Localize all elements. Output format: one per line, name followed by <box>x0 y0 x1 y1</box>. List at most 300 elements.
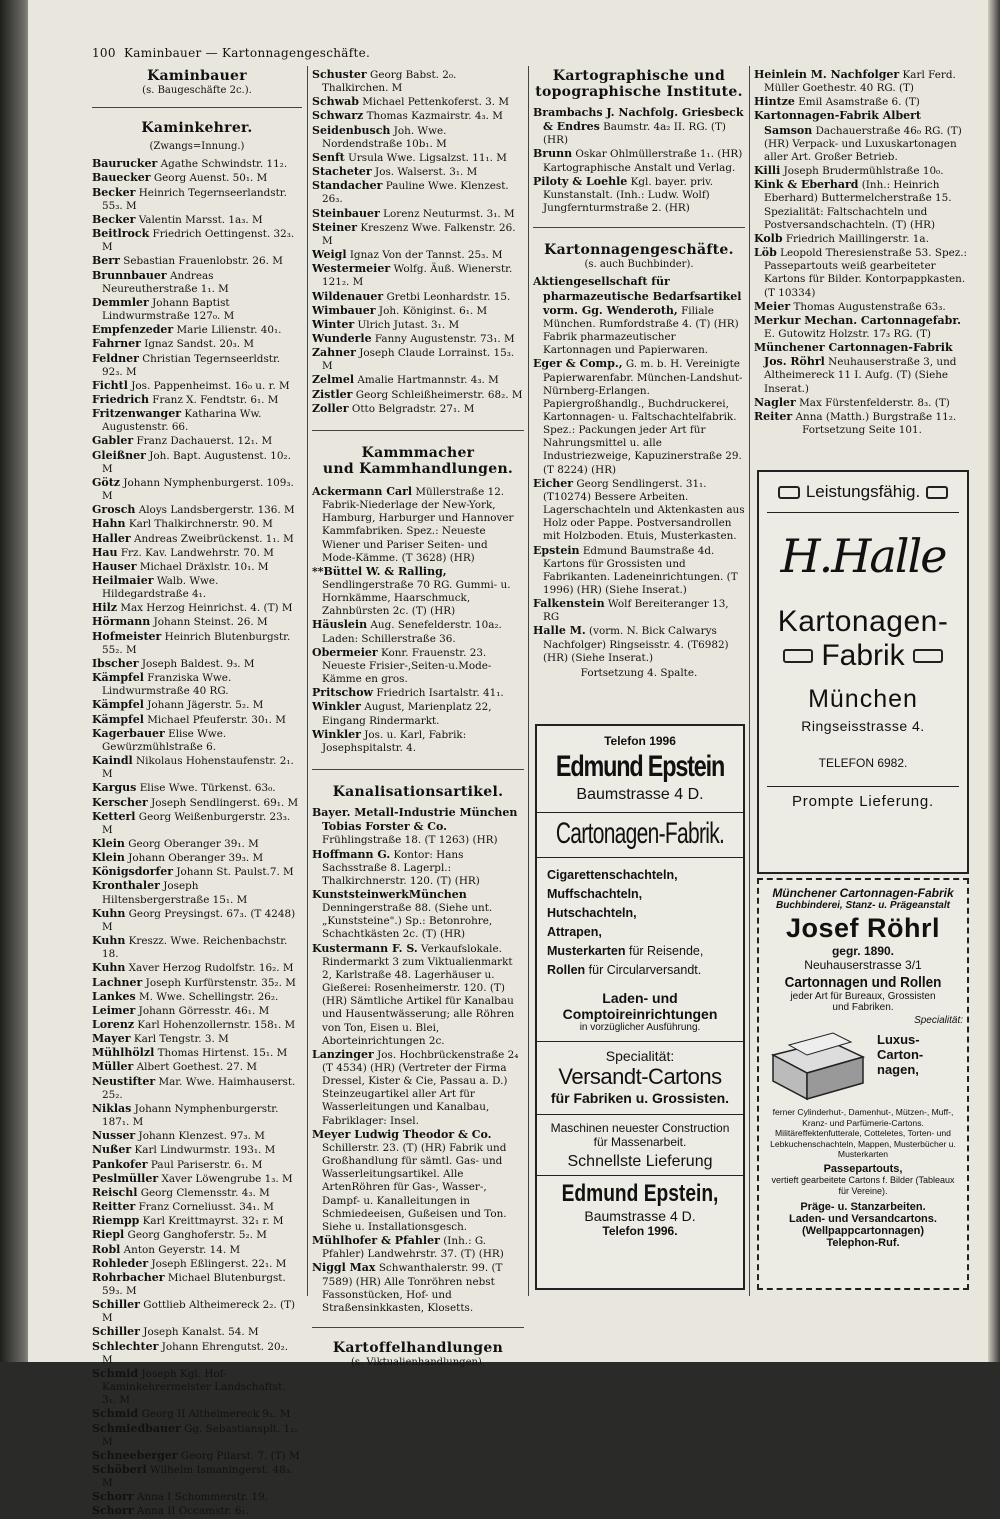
directory-entry <box>533 175 745 215</box>
entry-details: Jos. Walserst. 3₁. M <box>375 166 478 179</box>
entry-details: (vorm. N. Bick Calwarys Nachfolger) Ringseisstr. 4. (T6982) (HR) (Siehe Inserat.) <box>543 625 729 664</box>
ad-wellpapp: (Wellpappcartonnagen) <box>801 1224 925 1237</box>
ad-passepartouts-desc: vertieft gearbeitete Cartons f. Bilder (Tableaux für Vereine). <box>771 1174 955 1196</box>
entry-details: Joseph Kgl. Hof-Kaminkehrermeister Landschaftst. 3₁. M <box>102 1367 286 1407</box>
entry-name: Becker <box>92 212 136 226</box>
directory-entry <box>312 646 524 686</box>
entry-details: Johann Nymphenburgerst. 109₃. M <box>102 476 294 503</box>
entry-details: Georg Weißenburgerstr. 23₃. M <box>102 810 291 836</box>
directory-entry <box>92 171 302 185</box>
directory-entry <box>92 1422 302 1449</box>
directory-entry <box>312 109 524 123</box>
entry-name: Fritzenwanger <box>92 407 181 421</box>
directory-entry <box>533 597 745 624</box>
ad-company-name-2: Edmund Epstein, <box>561 1180 719 1207</box>
directory-entry <box>92 1271 302 1298</box>
ad-telephon: Telephon-Ruf. <box>826 1236 900 1249</box>
entry-details: Karl Kreittmayrst. 32₁ r. M <box>142 1215 284 1228</box>
entry-details: Georg Preysingst. 67₃. (T 4248) M <box>102 907 296 933</box>
running-head <box>92 46 370 60</box>
directory-entry <box>92 713 302 727</box>
entry-name: Löb <box>754 246 777 260</box>
section-heading-kammhandlungen: und Kammhandlungen. <box>322 460 514 477</box>
entry-details: Franz Corneliusst. 34₁. M <box>138 1201 274 1214</box>
directory-entry <box>92 546 302 560</box>
directory-entry <box>312 221 524 248</box>
directory-entry <box>312 179 524 206</box>
ad-address-2: Baumstrasse 4 D. <box>584 1208 696 1224</box>
directory-entry <box>92 1158 302 1172</box>
entry-name: Niggl Max <box>312 1261 376 1275</box>
directory-entry <box>92 601 302 615</box>
entry-name: Lankes <box>92 989 136 1003</box>
entry-name: Heilmaier <box>92 574 154 587</box>
entry-name: Klein <box>92 851 125 865</box>
directory-entry <box>533 106 745 147</box>
entry-details: Anna I Schommerstr. 19. <box>136 1491 268 1504</box>
entry-details: Anna II Occamstr. 6₁. <box>136 1505 250 1518</box>
entry-name: Kämpfel <box>92 698 144 712</box>
ad-spec-label: Specialität: <box>605 1048 675 1064</box>
entry-details: Karl Thalkirchnerstr. 90. M <box>128 518 273 531</box>
ad-product-item: Attrapen, <box>547 925 602 939</box>
directory-entry <box>754 410 970 424</box>
entry-name: Götz <box>92 475 121 489</box>
ad-main: Cartonnagen und Rollen <box>784 974 942 991</box>
section-divider <box>533 227 745 228</box>
entry-details: (Inh.: Heinrich Eberhard) Buttermelcherstraße 15. Spezialität: Faltschachteln und Postversandschachteln. (T) (HR) <box>764 179 952 231</box>
section-heading-kartographische: Kartographische und <box>552 68 726 84</box>
directory-entry <box>754 246 970 300</box>
entry-name: Kustermann F. S. <box>312 941 418 955</box>
entry-details: Johann Görresstr. 46₁. M <box>138 1004 270 1017</box>
entry-name: Mayer <box>92 1032 131 1046</box>
entry-name: Wunderle <box>312 331 372 345</box>
directory-entry <box>92 1032 302 1046</box>
entry-details: Oskar Ohlmüllerstraße 1₁. (HR) Kartographische Anstalt und Verlag. <box>543 148 743 174</box>
entry-details: Thomas Augustenstraße 63₃. <box>793 300 946 313</box>
directory-entry <box>92 434 302 448</box>
entry-details: Michael Pfeuferstr. 30₁. M <box>147 713 286 726</box>
column-4 <box>754 68 970 437</box>
entry-name: Lachner <box>92 975 143 989</box>
entry-name: Winkler <box>312 727 361 741</box>
ad-spec-sub: für Fabriken u. Grossisten. <box>550 1090 730 1106</box>
directory-entry <box>92 630 302 657</box>
directory-entry <box>533 357 745 476</box>
ad-phone: TELEFON 6982. <box>818 756 908 770</box>
entry-name: Hoffmann G. <box>312 847 391 861</box>
entry-details: Thomas Kazmairstr. 4₃. M <box>366 110 503 123</box>
directory-entry <box>92 1228 302 1242</box>
entry-details: Heinrich Blutenburgstr. 55₂. M <box>102 630 291 656</box>
entry-details: Jos. Hochbrückenstraße 2₄ (T 4534) (HR) (Vertreter der Firma Dressel, Kister & Cie, Passau a. D.) Steinzeugartikel aller Art für Wasserleitungen und Kanalbau, Fabriklager: Insel. <box>322 1048 519 1127</box>
directory-entry <box>92 517 302 531</box>
entry-name: KunststeinwerkMünchen <box>312 887 467 901</box>
entry-name: Empfenzeder <box>92 323 174 337</box>
directory-entry <box>92 323 302 337</box>
entry-details: Neuhauserstraße 3, und Altheimereck 11 I. Aufg. (T) (Siehe Inserat.) <box>764 356 957 395</box>
directory-entry <box>92 213 302 227</box>
directory-entry <box>312 848 524 888</box>
entry-name: Brunn <box>533 147 573 161</box>
directory-entry <box>92 1243 302 1257</box>
directory-entry <box>92 352 302 379</box>
entry-details: Dachauerstraße 46₀ RG. (T) (HR) Verpack- und Luxuskartonagen aller Art. Großer Betrieb. <box>764 124 962 163</box>
entry-name: Bayer. Metall-Industrie München Tobias Forster & Co. <box>312 806 518 834</box>
entry-name: Baurucker <box>92 157 158 171</box>
entry-name: Reitter <box>92 1200 136 1214</box>
entry-name: Obermeier <box>312 645 378 659</box>
directory-entry <box>92 227 302 254</box>
section-heading-topographische: topographische Institute. <box>535 84 743 100</box>
entry-details: M. Wwe. Schellingstr. 26₂. <box>139 990 279 1003</box>
entry-name: Königsdorfer <box>92 865 174 879</box>
ad-signature: H.Halle <box>780 529 946 583</box>
entry-name: Kämpfel <box>92 712 144 726</box>
ad-lux2: Carton- <box>877 1047 924 1062</box>
entry-name: Peslmüller <box>92 1171 159 1185</box>
entry-details: Georg II Altheimereck 9₂. M <box>141 1408 291 1421</box>
entry-name: Leimer <box>92 1003 136 1017</box>
entry-details: Elise Wwe. Gewürzmühlstraße 6. <box>102 727 227 753</box>
directory-entry <box>92 476 302 503</box>
directory-entry <box>92 1449 302 1463</box>
entry-name: Müller <box>92 1060 134 1074</box>
entry-name: Kartonnagen-Fabrik Albert Samson <box>754 109 922 137</box>
entry-details: Ignaz Von der Tannst. 25₃. M <box>349 249 503 262</box>
directory-entry <box>92 865 302 879</box>
ad-city: München <box>808 685 918 713</box>
entry-name: Kaindl <box>92 754 133 768</box>
entry-name: Robl <box>92 1242 121 1256</box>
entry-details: Joseph Baldest. 9₃. M <box>141 657 255 670</box>
directory-entry <box>312 165 524 179</box>
entry-list <box>312 806 524 1315</box>
page-title: Kaminbauer — Kartonnagengeschäfte. <box>124 46 371 60</box>
entry-name: Winter <box>312 317 355 331</box>
entry-name: Lorenz <box>92 1018 135 1031</box>
entry-name: Killi <box>754 164 781 178</box>
entry-name: Schneeberger <box>92 1448 178 1462</box>
entry-details: Andreas Neureutherstraße 1₁. M <box>102 269 229 295</box>
entry-details: Andreas Zweibrückenst. 1₁. M <box>133 532 294 545</box>
entry-details: Valentin Marsst. 1a₃. M <box>138 213 263 226</box>
entry-name: Schöberl <box>92 1463 147 1476</box>
entry-details: Georg Oberanger 39₁. M <box>128 837 259 850</box>
entry-name: Schlechter <box>92 1339 159 1353</box>
directory-entry <box>92 837 302 851</box>
directory-entry <box>533 477 745 544</box>
directory-entry <box>92 1325 302 1339</box>
entry-details: Joseph Eßlingerst. 22₁. M <box>151 1257 287 1270</box>
ad-top2: Buchbinderei, Stanz- u. Prägeanstalt <box>776 900 950 911</box>
entry-details: Karl Hohenzollernstr. 158₁. M <box>137 1019 296 1031</box>
entry-name: Steiner <box>312 220 357 234</box>
entry-details: G. m. b. H. Vereinigte Papierwarenfabr. München-Landshut-Nürnberg-Erlangen. Papiergroßhandlg., Buchdruckerei, Kartonnagen- u. Faltschachtelfabrik. Spez.: Packungen jeder Art für Nahrungsmittel u. alle Industriezweige, Kapuzinerstraße 29. (T 8224) (HR) <box>543 358 743 476</box>
entry-name: Schmiedbauer <box>92 1421 181 1435</box>
entry-details: Michael Pettenkoferst. 3. M <box>362 96 510 109</box>
directory-entry <box>312 95 524 109</box>
advert-josef-roehrl <box>757 878 969 1290</box>
directory-entry <box>312 318 524 332</box>
directory-entry <box>92 532 302 546</box>
entry-details: Gottlieb Altheimereck 2₂. (T) M <box>102 1299 296 1325</box>
directory-entry <box>92 1367 302 1407</box>
entry-details: Kreszz. Wwe. Reichenbachstr. 18. <box>102 935 288 961</box>
entry-details: Joseph Kanalst. 54. M <box>143 1326 259 1339</box>
entry-name: Kargus <box>92 781 137 795</box>
entry-details: Wilhelm Ismaningerst. 48₃. M <box>102 1464 294 1490</box>
directory-entry <box>92 379 302 393</box>
entry-name: Wimbauer <box>312 303 376 317</box>
entry-details: Johann Steinst. 26. M <box>153 616 268 629</box>
directory-entry <box>92 1046 302 1060</box>
entry-details: Gretbi Leonhardstr. 15. <box>386 290 511 303</box>
ad-muster-line: Musterkarten für Reisende, <box>547 944 704 958</box>
directory-entry <box>312 346 524 373</box>
section-sub: (Zwangs=Innung.) <box>149 141 245 153</box>
section-heading-kaminkehrer: Kaminkehrer. <box>141 120 253 137</box>
carton-box-icon <box>759 1015 877 1107</box>
entry-details: Anna (Matth.) Burgstraße 11₂. <box>795 410 957 423</box>
entry-name: Falkenstein <box>533 597 605 611</box>
entry-details: Anton Geyerstr. 14. M <box>123 1243 241 1256</box>
ad-spec-main: Versandt-Cartons <box>558 1064 722 1089</box>
entry-list <box>312 68 524 416</box>
section-heading-kanalisation: Kanalisationsartikel. <box>332 784 504 801</box>
directory-entry <box>92 1186 302 1200</box>
directory-entry <box>312 565 524 619</box>
entry-list <box>312 485 524 755</box>
ad-machines: Maschinen neuester Construction <box>550 1121 730 1135</box>
entry-name: Reischl <box>92 1185 138 1199</box>
entry-details: Karl Lindwurmstr. 193₁. M <box>134 1144 276 1157</box>
directory-entry <box>92 503 302 517</box>
entry-details: Georg Clemensstr. 4₃. M <box>140 1186 270 1199</box>
directory-entry <box>92 796 302 810</box>
entry-name: Fichtl <box>92 378 128 392</box>
entry-name: Riempp <box>92 1214 140 1228</box>
directory-entry <box>92 560 302 574</box>
directory-entry <box>754 300 970 314</box>
ad-street: Ringseisstrasse 4. <box>801 718 925 734</box>
directory-entry <box>92 269 302 296</box>
entry-name: Lanzinger <box>312 1047 374 1061</box>
section-divider <box>92 97 302 108</box>
ad-fast-delivery: Schnellste Lieferung <box>567 1153 713 1170</box>
entry-details: Joh. Wwe. Nordendstraße 10b₁. M <box>322 124 447 150</box>
ad-ausfuehrung: in vorzüglicher Ausführung. <box>579 1022 701 1033</box>
entry-name: Schorr <box>92 1490 134 1504</box>
column-2 <box>312 68 524 1369</box>
column-rule <box>307 66 308 1296</box>
entry-details: Joseph Sendlingerst. 69₁. M <box>151 796 299 809</box>
entry-name: Meyer Ludwig Theodor & Co. <box>312 1127 492 1141</box>
box-illustration <box>759 1015 877 1107</box>
entry-details: Georg Babst. 2₀. Thalkirchen. M <box>322 69 457 95</box>
continuation-note: Fortsetzung 4. Spalte. <box>580 666 698 679</box>
entry-name: Fahrner <box>92 337 141 351</box>
entry-details: Georg Pilarst. 7. (T) M <box>180 1449 300 1462</box>
directory-entry <box>533 624 745 664</box>
directory-entry <box>92 393 302 407</box>
entry-name: Neustifter <box>92 1074 156 1088</box>
entry-name: Ketterl <box>92 809 136 823</box>
entry-details: Leopold Theresienstraße 53. Spez.: Passepartouts weiß gearbeiteter Kartons für Bilder. Kontorpappkasten. (T 10334) <box>764 247 968 299</box>
ornament-icon <box>778 486 800 499</box>
section-heading-kartonnagen: Kartonnagengeschäfte. <box>544 242 734 259</box>
entry-name: Rohleder <box>92 1256 149 1270</box>
directory-entry <box>92 879 302 906</box>
directory-entry <box>92 1172 302 1186</box>
directory-entry <box>312 290 524 304</box>
ad-founded: gegr. 1890. <box>831 944 895 958</box>
directory-entry <box>312 124 524 151</box>
entry-details: E. Gutowitz Holzstr. 17₃ RG. (T) <box>764 327 931 340</box>
entry-details: Joseph Brudermühlstraße 10₀. <box>783 165 944 178</box>
directory-entry <box>92 1504 302 1518</box>
directory-entry <box>312 207 524 221</box>
ad-lux3: nagen, <box>877 1062 919 1077</box>
entry-details: Friedrich Oettingenst. 32₃. M <box>102 228 295 254</box>
ad-kartonagen: Kartonagen- <box>777 605 949 638</box>
entry-name: Becker <box>92 185 136 199</box>
directory-entry <box>754 396 970 410</box>
directory-entry <box>754 109 970 164</box>
entry-name: Riepl <box>92 1228 125 1242</box>
entry-name: Feldner <box>92 351 139 365</box>
entry-name: Kerscher <box>92 795 148 809</box>
directory-entry <box>312 806 524 847</box>
section-ref: (s. Baugeschäfte 2c.). <box>142 85 252 96</box>
entry-name: Kink & Eberhard <box>754 178 859 192</box>
entry-name: Halle M. <box>533 624 586 638</box>
directory-entry <box>312 1128 524 1234</box>
entry-details: Frühlingstraße 18. (T 1263) (HR) <box>322 834 498 847</box>
entry-name: Senft <box>312 150 345 164</box>
section-divider <box>312 769 524 770</box>
ad-company-name: Edmund Epstein <box>555 750 725 783</box>
entry-name: Nußer <box>92 1143 132 1157</box>
entry-name: Ibscher <box>92 656 139 670</box>
page-number: 100 <box>92 46 116 60</box>
entry-details: Friedrich Isartalstr. 41₁. <box>376 687 504 700</box>
entry-name: Hau <box>92 545 118 559</box>
entry-details: Sendlingerstraße 70 RG. Gummi- u. Hornkämme, Haarschmuck, Zahnbürsten 2c. (T) (HR) <box>322 579 511 618</box>
entry-name: Hahn <box>92 517 126 531</box>
entry-name: Steinbauer <box>312 206 380 220</box>
entry-details: Johann Jägerstr. 5₂. M <box>147 699 264 712</box>
directory-entry <box>92 1298 302 1325</box>
directory-entry <box>754 314 970 341</box>
entry-details: Johann Baptist Lindwurmstraße 127₀. M <box>102 296 235 323</box>
entry-details: Konr. Frauenstr. 23. Neueste Frisier-,Seiten-u.Mode-Kämme en gros. <box>322 646 492 686</box>
entry-name: Hilz <box>92 601 117 615</box>
directory-entry <box>312 485 524 565</box>
directory-entry <box>92 574 302 601</box>
entry-details: Xaver Herzog Rudolfstr. 16₂. M <box>128 962 294 975</box>
directory-entry <box>92 1075 302 1102</box>
directory-entry <box>92 1407 302 1421</box>
entry-details: Agathe Schwindstr. 11₂. <box>160 158 288 171</box>
entry-details: Jos. u. Karl, Fabrik: Josephspitalstr. 4. <box>322 728 467 754</box>
section-heading-kaminbauer: Kaminbauer <box>147 68 247 84</box>
directory-entry <box>92 1257 302 1271</box>
ornament-icon <box>783 649 813 663</box>
entry-details: Emil Asamstraße 6. (T) <box>798 96 920 109</box>
entry-name: Friedrich <box>92 392 149 406</box>
directory-entry <box>92 1200 302 1214</box>
entry-name: Wildenauer <box>312 289 384 303</box>
entry-name: Schwarz <box>312 109 364 123</box>
entry-details: Nikolaus Hohenstaufenstr. 2₁. M <box>102 755 294 781</box>
entry-name: Schiller <box>92 1325 140 1339</box>
ad-lux-block <box>759 1015 967 1107</box>
entry-name: Hofmeister <box>92 629 162 643</box>
entry-details: Max Herzog Heinrichst. 4. (T) M <box>120 602 293 615</box>
entry-details: Christian Tegernseerldstr. 92₃. M <box>102 352 281 378</box>
entry-name: Kuhn <box>92 934 126 948</box>
entry-name: Heinlein M. Nachfolger <box>754 68 900 81</box>
entry-name: Kämpfel <box>92 671 144 685</box>
entry-details: Georg Schleißheimerstr. 68₂. M <box>355 388 523 401</box>
entry-details: Johann Nymphenburgerstr. 187₁. M <box>102 1102 279 1129</box>
section-heading-kammmacher: Kammmacher <box>361 444 475 461</box>
entry-name: Hörmann <box>92 615 151 629</box>
section-heading-kartoffel: Kartoffelhandlungen <box>332 1339 504 1356</box>
entry-details: Johann Ehrengutst. 20₂. M <box>102 1340 289 1366</box>
entry-name: Schuster <box>312 68 367 81</box>
directory-entry <box>92 1060 302 1074</box>
entry-details: Schillerstr. 23. (T) (HR) Fabrik und Großhandlung für sämtl. Gas- und Wasserleitungsartikel. Alle ArtenRöhren für Gas-, Wasser-, Dampf- u. Kanalleitungen in Schmiedeeisen, Gußeisen und Ton. Siehe u. Installationsgesch. <box>322 1141 507 1233</box>
entry-name: Kagerbauer <box>92 726 165 740</box>
ad-praege: Präge- u. Stanzarbeiten. <box>800 1200 926 1213</box>
directory-entry <box>92 1463 302 1490</box>
entry-details: Joseph Hiltensbergerstraße 15₁. M <box>102 880 248 906</box>
entry-name: Brambachs J. Nachfolg. Griesbeck & Endres <box>533 106 744 134</box>
entry-details: Wolfg. Äuß. Wienerstr. 121₂. M <box>322 263 513 289</box>
entry-details: Otto Belgradstr. 27₁. M <box>351 402 475 415</box>
directory-entry <box>312 700 524 727</box>
entry-name: Schiller <box>92 1298 140 1312</box>
entry-details: Joseph Claude Lorrainst. 15₃. M <box>322 347 515 373</box>
entry-details: Heinrich Tegernseerlandstr. 55₃. M <box>102 186 287 212</box>
ad-rollen-line: Rollen für Circularversandt. <box>547 963 702 977</box>
ad-product-item: Cigarettenschachteln, <box>547 868 678 882</box>
entry-details: Edmund Baumstraße 4d. Kartons für Grossisten und Fabrikanten. Ladeneinrichtungen. (T 1996) (HR) (Siehe Inserat.) <box>543 544 738 596</box>
entry-details: Franziska Wwe. Lindwurmstraße 40 RG. <box>102 672 232 698</box>
entry-name: Beitlrock <box>92 227 150 241</box>
entry-name: Berr <box>92 254 120 268</box>
directory-entry <box>92 961 302 975</box>
entry-name: Stacheter <box>312 165 372 179</box>
column-1 <box>92 68 302 1519</box>
entry-name: Grosch <box>92 503 136 517</box>
entry-details: (Inh.: G. Pfahler) Landwehrstr. 37. (T) (HR) <box>322 1235 504 1261</box>
directory-entry <box>312 68 524 95</box>
ad-passepartouts: Passepartouts, <box>823 1162 903 1175</box>
entry-details: Albert Goethest. 27. M <box>136 1061 258 1074</box>
directory-entry <box>92 810 302 837</box>
directory-entry <box>92 157 302 171</box>
directory-entry <box>92 296 302 323</box>
ad-massenarbeit: für Massenarbeit. <box>593 1135 687 1149</box>
directory-entry <box>92 337 302 351</box>
ad-top1: Münchener Cartonnagen-Fabrik <box>772 886 954 900</box>
directory-entry <box>92 1340 302 1367</box>
column-3 <box>533 68 745 680</box>
